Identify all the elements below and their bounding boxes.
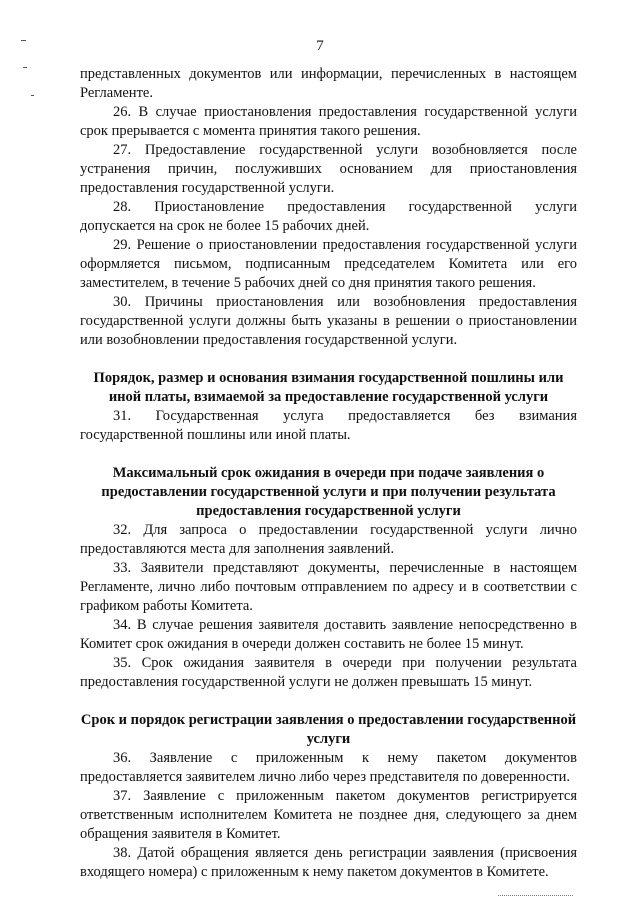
paragraph-27: 27. Предоставление государственной услуги возобновляется после устранения причин, послуживших основанием для приостановления предоставления государственной услуги. xyxy=(80,142,577,196)
paragraph-29: 29. Решение о приостановлении предоставления государственной услуги оформляется письмом, подписанным председателем Комитета или его заместителем, в течение 5 рабочих дней со дня принятия такого решения. xyxy=(80,237,577,291)
paragraph-28: 28. Приостановление предоставления государственной услуги допускается на срок не более 15 рабочих дней. xyxy=(80,199,577,234)
footer-dotted-line xyxy=(498,895,573,896)
document-body xyxy=(80,65,577,882)
margin-mark xyxy=(23,67,27,68)
paragraph-36: 36. Заявление с приложенным к нему пакетом документов предоставляется заявителем лично либо через представителя по доверенности. xyxy=(80,750,577,785)
paragraph-continuation: представленных документов или информации, перечисленных в настоящем Регламенте. xyxy=(80,66,577,101)
section-heading-fee: Порядок, размер и основания взимания государственной пошлины или иной платы, взимаемой за предоставление государственной услуги xyxy=(93,370,564,405)
paragraph-26: 26. В случае приостановления предоставления государственной услуги срок прерывается с момента принятия такого решения. xyxy=(80,104,577,139)
section-heading-queue: Максимальный срок ожидания в очереди при подаче заявления о предоставлении государственной услуги и при получении результата предоставления государственной услуги xyxy=(101,465,556,519)
section-heading-registration: Срок и порядок регистрации заявления о предоставлении государственной услуги xyxy=(80,712,577,747)
paragraph-32: 32. Для запроса о предоставлении государственной услуги лично предоставляются места для заполнения заявлений. xyxy=(80,522,577,557)
paragraph-31: 31. Государственная услуга предоставляется без взимания государственной пошлины или иной платы. xyxy=(80,408,577,443)
paragraph-34: 34. В случае решения заявителя доставить заявление непосредственно в Комитет срок ожидания в очереди должен составить не более 15 минут. xyxy=(80,617,577,652)
paragraph-30: 30. Причины приостановления или возобновления предоставления государственной услуги должны быть указаны в решении о приостановлении или возобновлении предоставления государственной услуги. xyxy=(80,294,577,348)
page-number: 7 xyxy=(316,38,324,54)
paragraph-33: 33. Заявители представляют документы, перечисленные в настоящем Регламенте, лично либо почтовым отправлением по адресу и в соответствии с графиком работы Комитета. xyxy=(80,560,577,614)
paragraph-35: 35. Срок ожидания заявителя в очереди при получении результата предоставления государственной услуги не должен превышать 15 минут. xyxy=(80,655,577,690)
margin-mark xyxy=(31,95,34,96)
paragraph-37: 37. Заявление с приложенным пакетом документов регистрируется ответственным исполнителем Комитета не позднее дня, следующего за днем обращения заявителя в Комитет. xyxy=(80,788,577,842)
paragraph-38: 38. Датой обращения является день регистрации заявления (присвоения входящего номера) с приложенным к нему пакетом документов в Комитете. xyxy=(80,845,577,880)
